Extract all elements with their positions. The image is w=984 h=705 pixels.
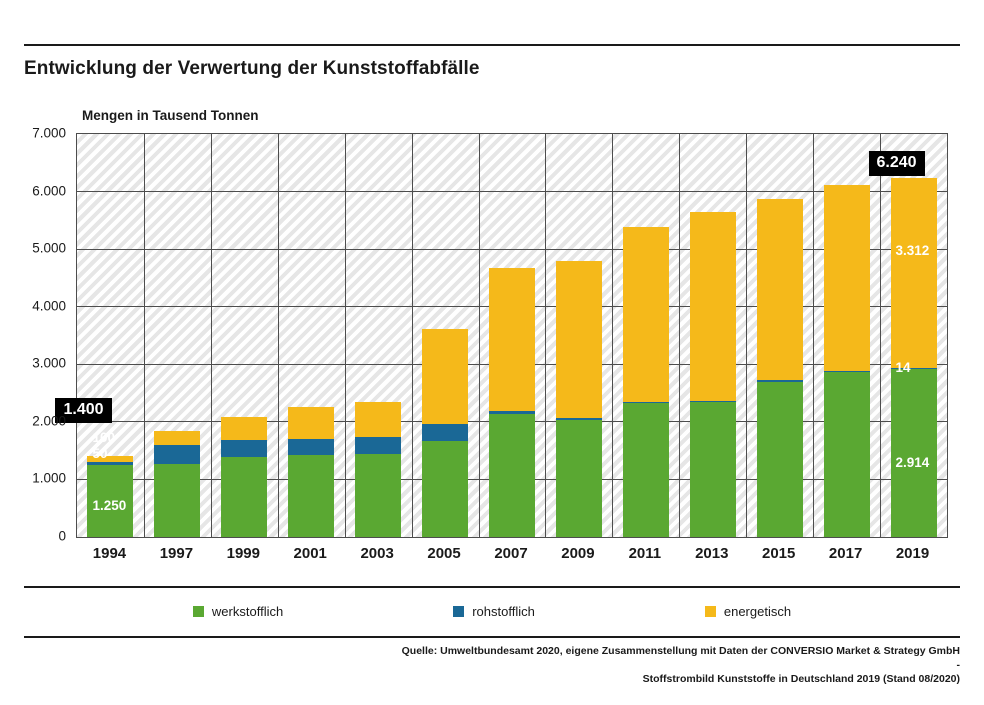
x-axis-tick-label: 2001 [293, 545, 327, 562]
y-axis-tick-label: 2.000 [32, 413, 66, 429]
bar-segment-rohstofflich [623, 402, 669, 403]
bar-segment-rohstofflich [757, 380, 803, 382]
bar-segment-energetisch [288, 407, 334, 439]
bar-segment-werkstofflich [623, 403, 669, 537]
bar-stack-2015 [757, 199, 803, 537]
source-note [400, 644, 960, 687]
x-axis-tick-label: 1997 [159, 545, 194, 562]
bar-segment-rohstofflich [824, 371, 870, 372]
bar-stack-2007 [489, 268, 535, 537]
bar-segment-werkstofflich [556, 420, 602, 537]
bar-segment-rohstofflich [690, 401, 736, 402]
gridline-vertical [545, 134, 546, 537]
bar-stack-2011 [623, 227, 669, 537]
bar-value-label: 1.250 [92, 497, 127, 513]
bar-stack-2013 [690, 212, 736, 537]
x-axis-tick-label: 2011 [628, 545, 662, 562]
divider-top [24, 44, 960, 46]
bar-segment-energetisch [355, 402, 401, 437]
bar-value-label: 100 [92, 430, 115, 446]
x-axis-tick-label: 2019 [895, 545, 930, 562]
bar-segment-energetisch [489, 268, 535, 411]
bar-segment-rohstofflich [288, 439, 334, 455]
bar-segment-energetisch [690, 212, 736, 401]
y-axis-tick-label: 1.000 [32, 470, 66, 486]
x-axis-tick-label: 2005 [427, 545, 461, 562]
bar-segment-werkstofflich [891, 369, 937, 537]
bar-total-callout: 6.240 [869, 151, 925, 176]
bar-stack-2005 [422, 329, 468, 537]
gridline-horizontal [77, 249, 947, 250]
y-axis-tick-label: 3.000 [32, 355, 66, 371]
bar-segment-werkstofflich [489, 414, 535, 537]
bar-segment-werkstofflich [355, 454, 401, 537]
bar-stack-2001 [288, 407, 334, 537]
bar-segment-werkstofflich [154, 464, 200, 537]
gridline-vertical [479, 134, 480, 537]
bar-segment-rohstofflich [221, 440, 267, 457]
legend-label-werkstofflich: werkstofflich [211, 603, 284, 619]
x-axis-tick-label: 2003 [360, 545, 394, 562]
source-line-2: Stoffstrombild Kunststoffe in Deutschland 2019 (Stand 08/2020) [642, 673, 960, 686]
legend-item-rohstofflich [453, 604, 535, 619]
bar-segment-werkstofflich [288, 455, 334, 537]
legend-item-werkstofflich [193, 604, 283, 619]
y-axis-tick-label: 6.000 [32, 183, 66, 199]
bar-segment-werkstofflich [757, 382, 803, 537]
bar-stack-2017 [824, 185, 870, 537]
source-line-1: Quelle: Umweltbundesamt 2020, eigene Zusammenstellung mit Daten der CONVERSIO Market & Strategy GmbH - [401, 645, 960, 672]
bar-segment-rohstofflich [355, 437, 401, 454]
y-axis-tick-label: 0 [58, 528, 66, 544]
legend-swatch-werkstofflich [193, 606, 204, 617]
bar-segment-energetisch [154, 431, 200, 446]
bar-value-label: 50 [92, 445, 108, 461]
bar-segment-rohstofflich [87, 462, 133, 465]
page-title: Entwicklung der Verwertung der Kunststoffabfälle [24, 58, 480, 79]
bar-segment-energetisch [221, 417, 267, 440]
bar-value-label: 2.914 [895, 454, 930, 470]
gridline-vertical [679, 134, 680, 537]
y-axis-tick-label: 7.000 [32, 125, 66, 141]
gridline-horizontal [77, 191, 947, 192]
bar-segment-rohstofflich [556, 418, 602, 420]
bar-segment-energetisch [891, 178, 937, 369]
gridline-vertical [746, 134, 747, 537]
bar-segment-werkstofflich [690, 402, 736, 537]
bar-segment-rohstofflich [489, 411, 535, 414]
x-axis-tick-label: 2017 [828, 545, 863, 562]
gridline-vertical [612, 134, 613, 537]
divider-legend-bottom [24, 636, 960, 638]
gridline-vertical [412, 134, 413, 537]
gridline-vertical [144, 134, 145, 537]
y-axis-tick-label: 4.000 [32, 298, 66, 314]
bar-stack-2019 [891, 178, 937, 537]
legend-label-energetisch: energetisch [723, 603, 792, 619]
bar-value-label: 14 [895, 360, 911, 376]
bar-segment-rohstofflich [154, 445, 200, 464]
x-axis-tick-label: 1999 [226, 545, 260, 562]
y-axis-tick-label: 5.000 [32, 240, 66, 256]
gridline-vertical [813, 134, 814, 537]
legend-item-energetisch [705, 604, 791, 619]
bar-stack-1999 [221, 417, 267, 537]
plot-area [63, 133, 948, 538]
x-axis-tick-label: 2009 [561, 545, 595, 562]
bar-segment-energetisch [556, 261, 602, 418]
gridline-vertical [880, 134, 881, 537]
plot-area-wrapper [32, 125, 948, 562]
bar-stack-2003 [355, 402, 401, 537]
x-axis-tick-label: 2015 [762, 545, 796, 562]
bar-segment-werkstofflich [221, 457, 267, 537]
divider-legend-top [24, 586, 960, 588]
x-axis-tick-label: 2013 [695, 545, 729, 562]
gridline-vertical [211, 134, 212, 537]
bar-stack-2009 [556, 261, 602, 537]
chart-legend [24, 598, 960, 624]
bar-stack-1997 [154, 431, 200, 538]
legend-swatch-rohstofflich [453, 606, 464, 617]
bar-segment-energetisch [824, 185, 870, 370]
legend-swatch-energetisch [705, 606, 716, 617]
bar-segment-werkstofflich [422, 441, 468, 537]
bar-value-label: 3.312 [895, 243, 930, 259]
bar-segment-rohstofflich [422, 424, 468, 441]
gridline-vertical [278, 134, 279, 537]
bar-segment-energetisch [757, 199, 803, 380]
gridline-vertical [345, 134, 346, 537]
bar-segment-energetisch [623, 227, 669, 402]
legend-label-rohstofflich: rohstofflich [472, 603, 535, 619]
x-axis-tick-label: 1994 [92, 545, 127, 562]
bar-total-callout: 1.400 [55, 398, 111, 423]
x-axis-tick-label: 2007 [494, 545, 528, 562]
bar-segment-werkstofflich [824, 372, 870, 537]
bar-segment-energetisch [422, 329, 468, 424]
chart-subtitle: Mengen in Tausend Tonnen [82, 108, 259, 123]
